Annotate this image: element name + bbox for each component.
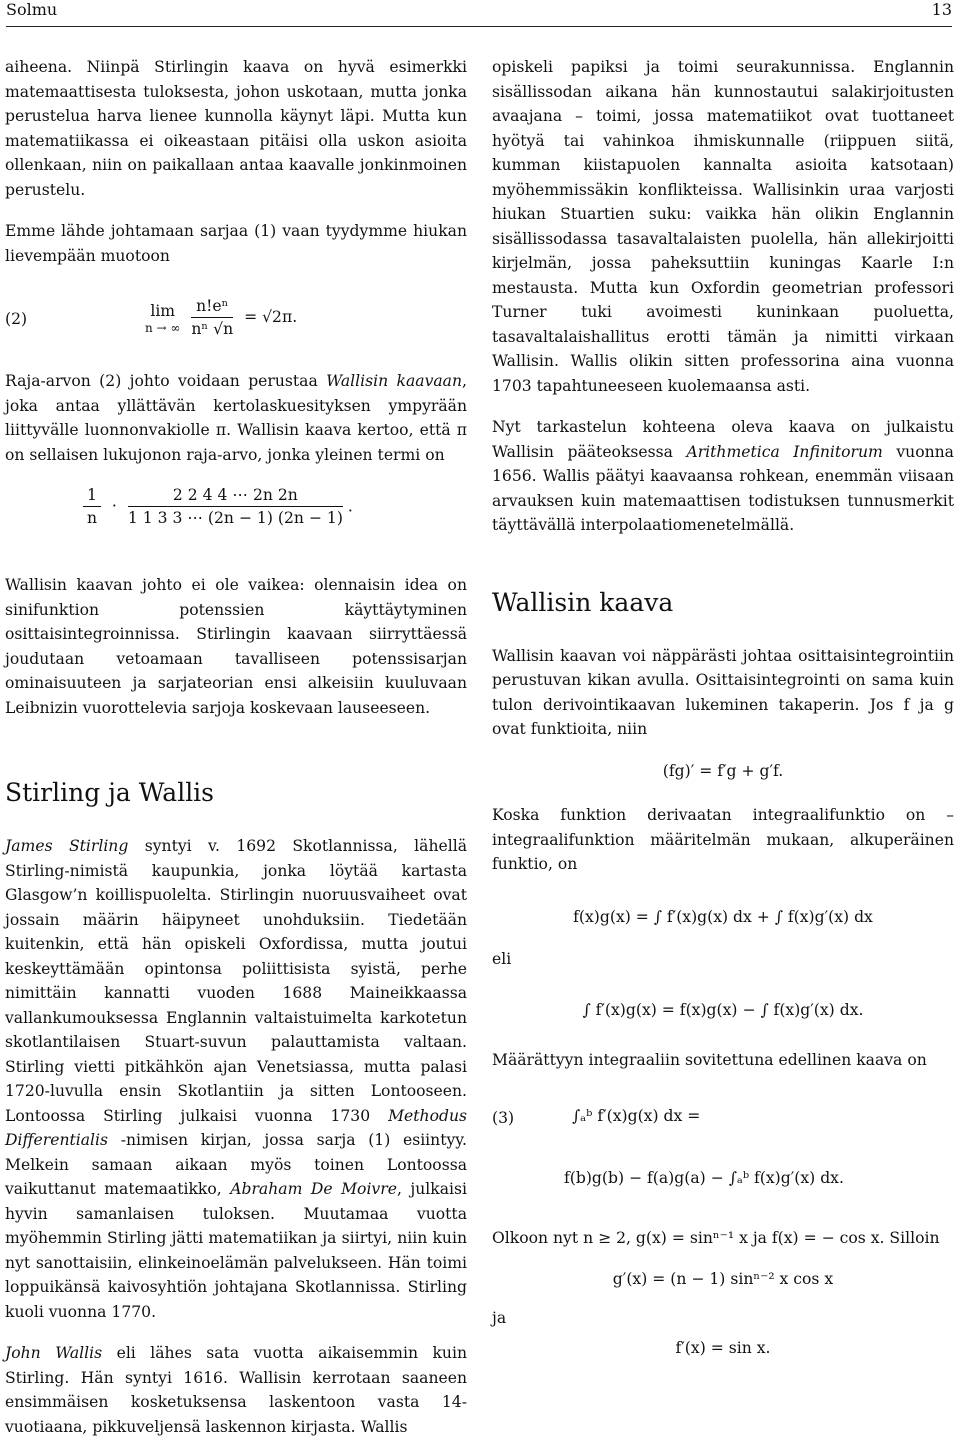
emphasis: Methodus Differentialis (5, 1106, 467, 1149)
lim-subscript: n → ∞ (145, 320, 181, 335)
integration-by-parts-1: f(x)g(x) = ∫ f′(x)g(x) dx + ∫ f(x)g′(x) dx (573, 907, 873, 926)
fraction-numerator: 2 2 4 4 ⋯ 2n 2n (128, 484, 343, 507)
fraction-denominator: n (86, 509, 97, 527)
wallis-term: $\frac{1}{n}$ · $\frac{2 2 4 4 \cdots 2n 2n}{1 1 3 3 \cdots (2n - 1) (2n - 1)}$ . (5, 484, 467, 529)
section-title: Wallisin kaava (492, 587, 674, 617)
fraction-denominator: nⁿ √n (191, 320, 234, 338)
lim-word: lim (150, 301, 176, 320)
emphasis: James Stirling (5, 837, 129, 855)
text: -nimisen kirjan, jossa sarja (1) esiintyy. Melkein samaan aikaan myös toinen Lontoossa vaikuttanut matemaatikko, (5, 1131, 467, 1198)
emphasis: Abraham De Moivre (230, 1180, 397, 1198)
limit-expression (145, 295, 297, 340)
paragraph (5, 369, 467, 467)
paragraph: opiskeli papiksi ja toimi seurakunnissa. Englannin sisällissodan aikana hän kunnostautui salakirjoitusten avaajana – toimi, jossa matematiikot ovat tuottaneet hyötyä tai vahinkoa ihmiskunnalle (riippuen siitä, kumman kiistapuolen kannalta asioita katsotaan) myöhemmissäkin konflikteissa. Wallisinkin uraa varjosti hiukan Stuartien suku: vaikka hän olikin Englannin sisällissodassa tasavaltalaisten puolella, hän allekirjoitti kirjelmän, jossa paheksuttiin kuningas Kaarle I:n mestausta. Mutta kun Oxfordin geometrian professori Turner tuki avoimesti kuninkaan puoluetta, tasavaltalaishallitus erotti tämän ja nimitti virkaan Wallisin. Wallis olikin sitten professorina aina vuonna 1703 tapahtuneeseen kuolemaansa asti. (492, 58, 954, 395)
right-column (492, 55, 954, 1361)
page-number: 13 (931, 0, 952, 19)
text: syntyi v. 1692 Skotlannissa, lähellä Stirling-nimistä kaupunkia, jonka löytää kartasta Glasgow’n koillispuolelta. Stirlingin nuoruusvaiheet ovat jossain määrin häipyneet unohduksiin. Tiedetään kuitenkin, että hän opiskeli Oxfordissa, mutta joutui keskeyttämään opintonsa poliittisista syistä, perhe nimittäin kannatti vuoden 1688 Maineikkaassa vallankumouksessa Englannin valtaistuimelta karkotetun skotlantilaisen Stuart-suvun palauttamista valtaan. Stirling vietti pitkähkön ajan Venetsiassa, mutta palasi 1720-luvulla ensin Skotlantiin ja sitten Lontooseen. Lontoossa Stirling julkaisi vuonna 1730 (5, 837, 467, 1125)
left-column (5, 55, 467, 1456)
paragraph (5, 834, 467, 1324)
section-title: Stirling ja Wallis (5, 778, 215, 807)
paragraph: Emme lähde johtamaan sarjaa (1) vaan tyydymme hiukan lievempään muotoon (5, 222, 467, 265)
text: , julkaisi hyvin samanlaisen tuloksen. Muutamaa vuotta myöhemmin Stirling jätti matematiikan ja siirtyi, niin kuin nyt sanottaisiin, elinkeinoelämän palvelukseen. Hän toimi loppuikänsä kaivosyhtiön johtajana Skotlannissa. Stirling kuoli vuonna 1770. (5, 1180, 467, 1321)
equation-label: (2) (5, 310, 28, 328)
derivative-f: f′(x) = sin x. (675, 1339, 771, 1357)
equation-3-line-2: f(b)g(b) − f(a)g(a) − ∫ₐᵇ f(x)g′(x) dx. (564, 1168, 844, 1187)
paragraph: aiheena. Niinpä Stirlingin kaava on hyvä esimerkki matemaattisesta tuloksesta, johon uskotaan, mutta jonka perustelua harva lienee kunnolla käynyt läpi. Mutta kun matematiikassa ei oikeastaan pitäisi olla uskon asioita ollenkaan, niin on paikallaan antaa kaavalle jonkinmoinen perustelu. (5, 58, 467, 199)
emphasis: John Wallis (5, 1344, 103, 1362)
page-header (6, 0, 952, 27)
product-rule: (fg)′ = f′g + g′f. (662, 761, 784, 780)
limit-fraction (191, 295, 233, 340)
equation-3-line-1: ∫ₐᵇ f′(x)g(x) dx = (572, 1106, 701, 1125)
equation-3 (492, 1090, 954, 1200)
integration-by-parts-2: ∫ f′(x)g(x) = f(x)g(x) − ∫ f(x)g′(x) dx. (582, 1000, 864, 1019)
derivative-g: g′(x) = (n − 1) sinⁿ⁻² x cos x (612, 1270, 834, 1288)
text: , joka antaa yllättävän kertolaskuesityksen ympyrään liittyvälle luonnonvakiolle π. Wallisin kaava kertoo, että π on sellaisen lukujonon raja-arvo, jonka yleinen termi on (5, 372, 467, 464)
connector-ja: ja (492, 1308, 507, 1327)
limit-rhs: = √2π. (244, 308, 298, 327)
fraction-numerator: n!eⁿ (191, 295, 233, 318)
equation-2 (5, 285, 467, 355)
equation-label: (3) (492, 1108, 515, 1127)
paragraph: Koska funktion derivaatan integraalifunktio on – integraalifunktion määritelmän mukaan, alkuperäinen funktio, on (492, 806, 954, 873)
term-product (128, 484, 343, 529)
paragraph: Wallisin kaavan voi näppärästi johtaa osittaisintegrointiin perustuvan kikan avulla. Osittaisintegrointi on sama kuin tulon derivointikaavan lukeminen takaperin. Jos f ja g ovat funktioita, niin (492, 646, 954, 738)
paragraph (5, 1341, 467, 1439)
paragraph: Olkoon nyt n ≥ 2, g(x) = sinⁿ⁻¹ x ja f(x) = − cos x. Silloin (492, 1228, 940, 1247)
paragraph: Määrättyyn integraaliin sovitettuna edellinen kaava on (492, 1051, 927, 1069)
emphasis: Wallisin kaavaan (326, 372, 463, 390)
fraction-numerator: 1 (83, 484, 101, 507)
paragraph: Wallisin kaavan johto ei ole vaikea: olennaisin idea on sinifunktion potenssien käyttäytyminen osittaisintegroinnissa. Stirlingin kaavaan siirryttäessä joudutaan vetoamaan tavalliseen potenssisarjan ominaisuuteen ja sarjateorian ensi alkeisiin kuuluvaan Leibnizin vuorottelevia sarjoja koskevaan lauseeseen. (5, 576, 467, 717)
fraction-denominator: 1 1 3 3 ⋯ (2n − 1) (2n − 1) (127, 509, 343, 527)
text: vuonna 1656. Wallis päätyi kaavaansa rohkean, enemmän viisaan arvauksen kuin matemaattisen todistuksen tunnusmerkit täyttävällä interpolaatiomenetelmällä. (492, 442, 954, 534)
running-title: Solmu (6, 0, 58, 19)
paragraph (492, 415, 954, 538)
text: Nyt tarkastelun kohteena oleva kaava on julkaistu Wallisin pääteoksessa (492, 418, 954, 461)
term-lhs (83, 484, 101, 529)
text: Raja-arvon (2) johto voidaan perustaa (5, 372, 327, 390)
text: eli lähes sata vuotta aikaisemmin kuin Stirling. Hän syntyi 1616. Wallisin kerrotaan saaneen ensimmäisen kosketuksensa laskentoon vasta 14-vuotiaana, pikkuveljensä laskennon kirjasta. Wallis (5, 1344, 467, 1436)
emphasis: Arithmetica Infinitorum (686, 442, 883, 461)
connector-eli: eli (492, 950, 512, 968)
